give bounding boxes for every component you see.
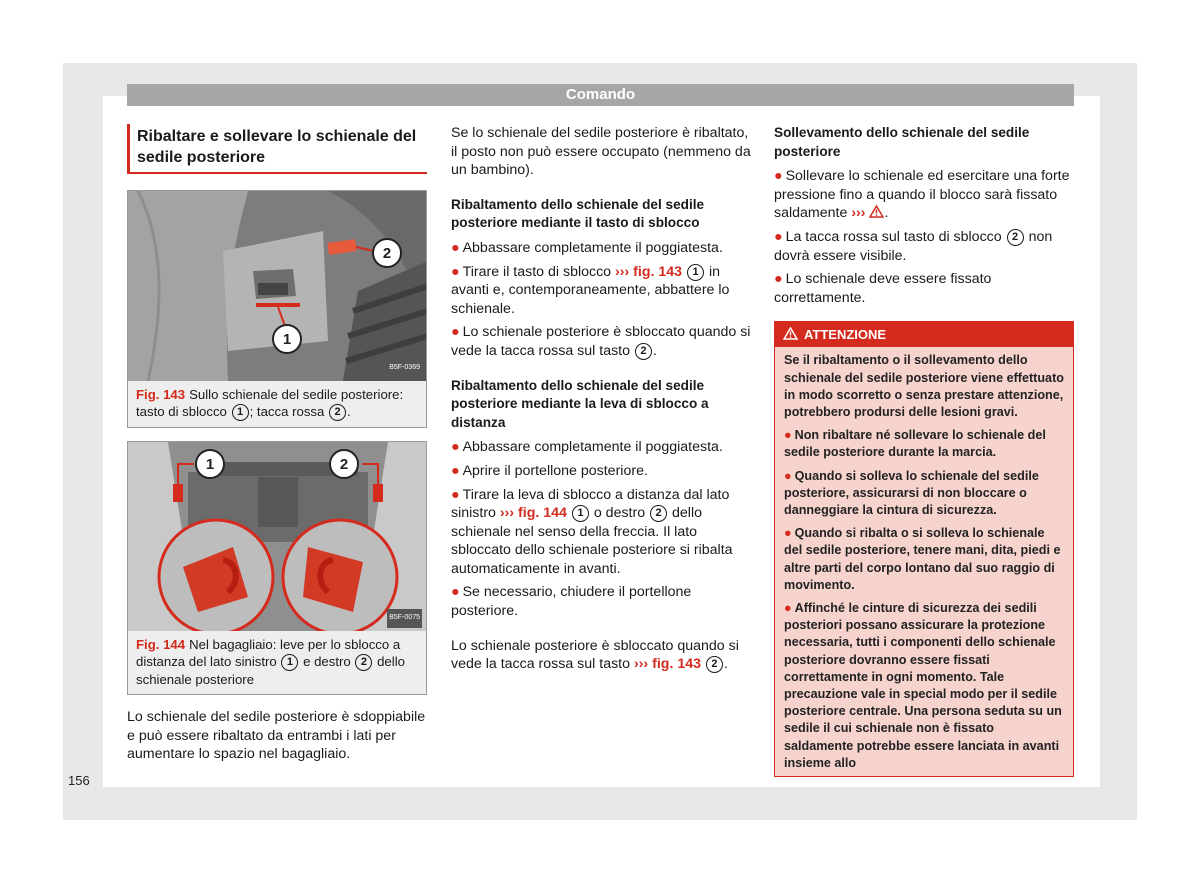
caption-text: ; tacca rossa (249, 404, 325, 419)
callout-2-icon: 2 (650, 505, 667, 522)
callout-1-icon: 1 (687, 264, 704, 281)
bullet-icon: ● (784, 600, 792, 615)
callout-2-icon: 2 (1007, 229, 1024, 246)
list-item: ● Abbassare completamente il poggiatesta. (451, 239, 723, 256)
caption-text: Nel bagagliaio: leve per lo sblocco a distanza del lato sinistro (136, 637, 401, 669)
figure-ref-link[interactable]: fig. 143 (633, 263, 683, 280)
figure-144-marker-2: 2 (339, 456, 349, 473)
caption-text: dello schienale posteriore (136, 654, 405, 687)
figure-143-caption (128, 381, 426, 427)
bullet-icon: ● (784, 428, 792, 443)
caption-text: Sullo schienale del sedile posteriore: tasto di sblocco (136, 387, 404, 419)
list-item: ● La tacca rossa sul tasto di sblocco 2 non dovrà essere visibile. (774, 228, 1053, 264)
figure-144-marker-1: 1 (205, 456, 215, 473)
callout-2-icon: 2 (635, 343, 652, 360)
figure-143-label: Fig. 143 (136, 387, 186, 402)
paragraph: Lo schienale posteriore è sbloccato quando si vede la tacca rossa sul tasto ››› fig. 143 2 . (451, 637, 739, 673)
bullet-icon: ● (451, 324, 460, 341)
page-number: 156 (68, 773, 90, 788)
warning-title: ATTENZIONE (804, 327, 887, 343)
bullet-icon: ● (774, 168, 783, 185)
list-item: ● Aprire il portellone posteriore. (451, 462, 648, 479)
list-item: ● Tirare il tasto di sblocco ››› fig. 143 1 in avanti e, contemporaneamente, abbattere lo schienale. (451, 263, 730, 317)
figure-144-caption (128, 631, 426, 694)
ref-arrow-icon: ››› (633, 656, 649, 673)
warning-item: ● Quando si ribalta o si solleva lo schienale del sedile posteriore, tenere mani, dita, piedi e altre parti del corpo lontano dal suo raggio di movimento. (784, 526, 1061, 592)
warning-item: ● Quando si solleva lo schienale del sedile posteriore, assicurarsi di non bloccare o danneggiare la cintura di sicurezza. (784, 468, 1039, 517)
bullet-icon: ● (451, 239, 460, 256)
paragraph: Se lo schienale del sedile posteriore è ribaltato, il posto non può essere occupato (nemmeno da un bambino). (451, 125, 751, 179)
warning-box (774, 321, 1074, 777)
warning-body (775, 347, 1073, 776)
section-heading: Ribaltare e sollevare lo schienale del sedile posteriore (127, 124, 427, 174)
warning-intro: Se il ribaltamento o il sollevamento dello schienale del sedile posteriore viene effettuato in modo scorretto o senza prestare attenzione, potrebbero prodursi delle lesioni gravi. (784, 353, 1064, 419)
trunk-illustration (128, 442, 426, 631)
bullet-icon: ● (774, 228, 783, 245)
callout-2-icon: 2 (706, 656, 723, 673)
column-right (774, 124, 1074, 777)
callout-1-icon: 1 (281, 654, 298, 671)
bullet-icon: ● (451, 462, 460, 479)
callout-1-icon: 1 (232, 404, 249, 421)
sub-heading: Ribaltamento dello schienale del sedile posteriore mediante il tasto di sblocco (451, 196, 705, 231)
warning-item: ● Non ribaltare né sollevare lo schienale del sedile posteriore durante la marcia. (784, 428, 1046, 460)
callout-2-icon: 2 (329, 404, 346, 421)
seatback-illustration (128, 191, 426, 381)
list-item: ● Tirare la leva di sblocco a distanza dal lato sinistro ››› fig. 144 1 o destro 2 dello schienale nel senso della freccia. Il lato sbloccato dello schienale posteriore si ribalta automaticamente in avanti. (451, 486, 733, 577)
list-item: ● Lo schienale deve essere fissato correttamente. (774, 271, 992, 306)
figure-ref-link[interactable]: fig. 144 (518, 505, 567, 522)
list-item: ● Lo schienale posteriore è sbloccato quando si vede la tacca rossa sul tasto 2 . (451, 324, 751, 359)
caption-text: e destro (303, 654, 351, 669)
bullet-icon: ● (451, 263, 460, 280)
warning-header (775, 322, 1073, 347)
section-header: Comando (127, 84, 1074, 106)
figure-ref-link[interactable]: fig. 143 (652, 656, 701, 673)
warning-item: ● Affinché le cinture di sicurezza dei sedili posteriori possano assicurare la protezione necessaria, tutti i componenti dello schienale posteriore dovranno essere fissati correttamente in ogni momento. Tale precauzione vale in special modo per il sedile posteriore centrale. Una persona seduta su un sedile il cui schienale non è fissato saldamente potrebbe essere lanciata in avanti insieme allo (784, 600, 1062, 770)
warning-triangle-icon (869, 205, 884, 218)
figure-143 (127, 190, 427, 428)
sub-heading: Ribaltamento dello schienale del sedile posteriore mediante la leva di sblocco a distanza (451, 377, 709, 430)
list-item: ● Se necessario, chiudere il portellone posteriore. (451, 584, 692, 620)
intro-paragraph: Lo schienale del sedile posteriore è sdoppiabile e può essere ribaltato da entrambi i lati per aumentare lo spazio nel bagagliaio. (127, 709, 426, 763)
ref-arrow-icon: ››› (851, 205, 866, 222)
figure-143-image (128, 191, 426, 381)
column-middle (451, 124, 751, 690)
figure-143-marker-2: 2 (382, 245, 392, 262)
caption-text: . (347, 404, 351, 419)
figure-143-marker-1: 1 (282, 331, 292, 348)
bullet-icon: ● (451, 486, 460, 503)
warning-triangle-icon (783, 327, 798, 340)
bullet-icon: ● (451, 439, 460, 456)
callout-2-icon: 2 (355, 654, 372, 671)
bullet-icon: ● (784, 468, 792, 483)
list-item: ● Abbassare completamente il poggiatesta. (451, 439, 723, 456)
bullet-icon: ● (451, 584, 460, 601)
bullet-icon: ● (774, 271, 783, 288)
callout-1-icon: 1 (572, 505, 589, 522)
bullet-icon: ● (784, 526, 792, 541)
figure-144 (127, 441, 427, 695)
figure-144-label: Fig. 144 (136, 637, 186, 652)
figure-144-code: B5F-0075 (387, 609, 422, 628)
ref-arrow-icon: ››› (615, 263, 630, 280)
figure-143-code: B5F-0369 (387, 359, 422, 378)
list-item: ● Sollevare lo schienale ed esercitare una forte pressione fino a quando il blocco sarà fissato saldamente ››› . (774, 168, 1070, 222)
sub-heading: Sollevamento dello schienale del sedile posteriore (774, 125, 1030, 159)
figure-144-image (128, 442, 426, 631)
column-left (127, 124, 427, 780)
ref-arrow-icon: ››› (499, 505, 515, 522)
